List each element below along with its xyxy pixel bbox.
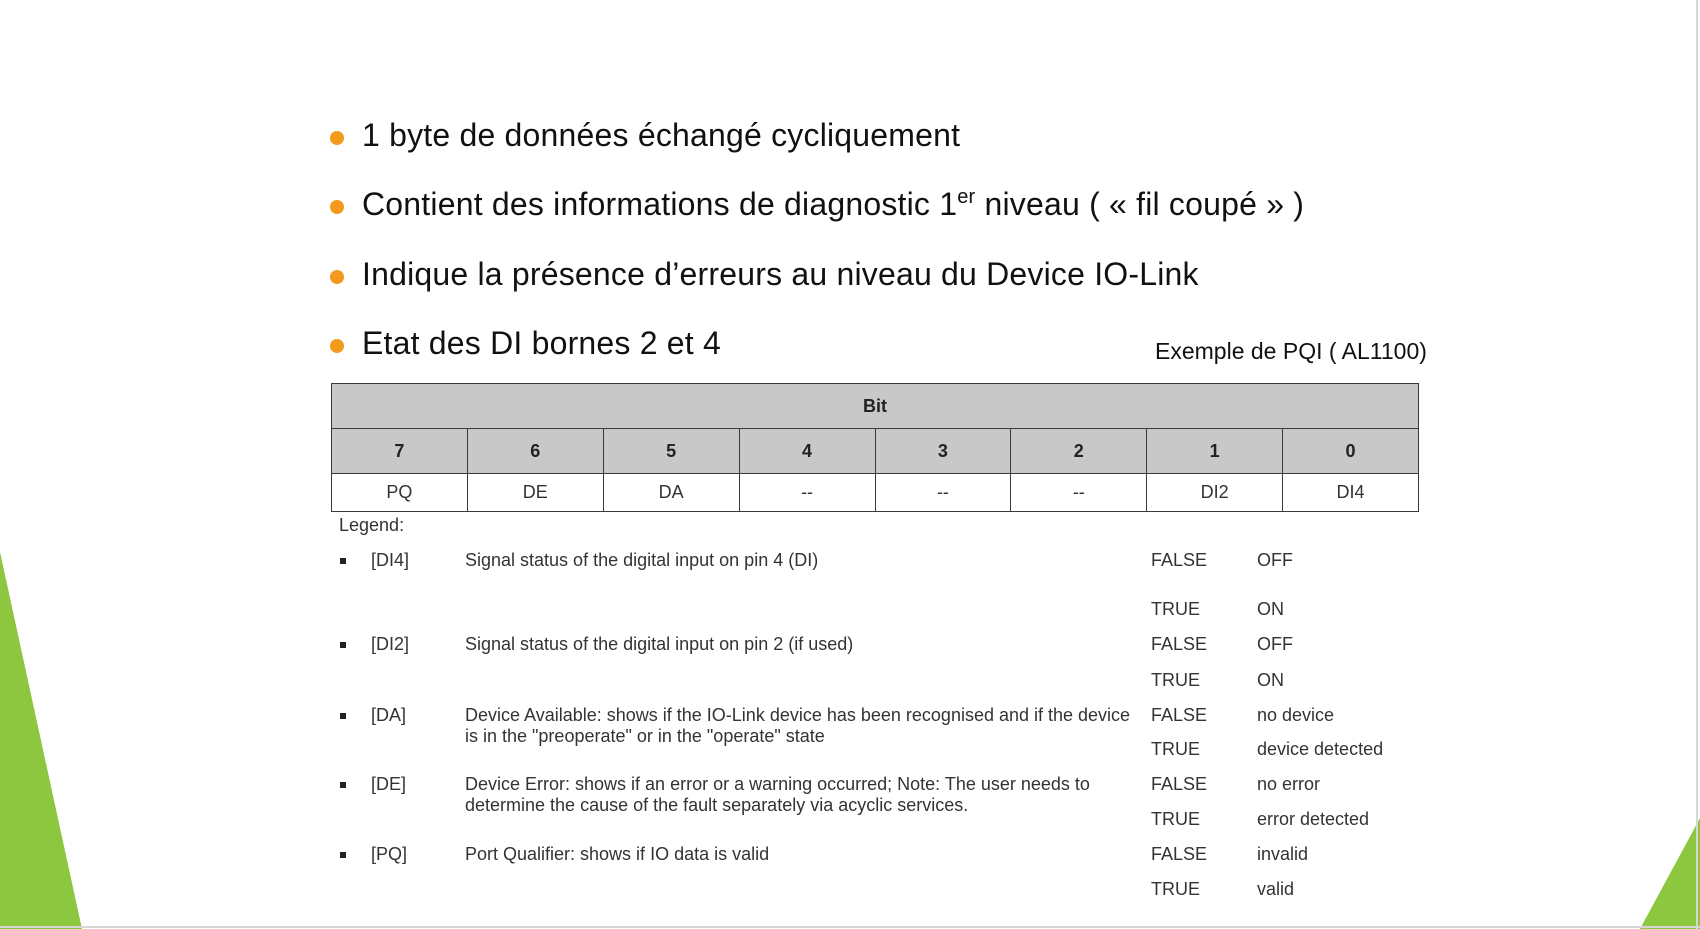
legend-value: valid — [1257, 879, 1295, 899]
legend-description: Signal status of the digital input on pin 2 (if used) — [465, 634, 854, 654]
legend-value: no error — [1257, 774, 1321, 794]
bullet-dot — [330, 131, 344, 145]
bit-signal: DI2 — [1147, 474, 1283, 512]
legend-value: error detected — [1257, 809, 1370, 829]
bullet-text: 1 byte de données échangé cycliquement — [362, 116, 961, 153]
bit-signal: -- — [1011, 474, 1147, 512]
bullet-dot — [330, 270, 344, 284]
bit-number: 3 — [875, 429, 1011, 474]
legend-code: [DI4] — [371, 550, 410, 570]
legend-title: Legend: — [339, 515, 405, 535]
bit-signal: PQ — [332, 474, 468, 512]
legend-value: OFF — [1257, 550, 1293, 570]
legend-code: [DE] — [371, 774, 407, 794]
bit-signal: DE — [467, 474, 603, 512]
bit-table — [331, 383, 1419, 512]
bit-number: 1 — [1147, 429, 1283, 474]
green-triangle-left — [0, 552, 82, 929]
legend-state: TRUE — [1151, 670, 1200, 690]
legend-code: [PQ] — [371, 844, 408, 864]
bit-number: 0 — [1283, 429, 1419, 474]
bullet-dot — [330, 339, 344, 353]
legend-value: ON — [1257, 599, 1284, 619]
legend-bullet — [340, 642, 346, 648]
legend-state: TRUE — [1151, 809, 1200, 829]
legend-bullet — [340, 852, 346, 858]
bullet-item — [330, 110, 960, 160]
bit-signal: -- — [875, 474, 1011, 512]
legend-bullet — [340, 558, 346, 564]
bit-signal: -- — [739, 474, 875, 512]
bit-number: 2 — [1011, 429, 1147, 474]
legend-state: TRUE — [1151, 739, 1200, 759]
legend-code: [DA] — [371, 705, 407, 725]
legend-state: TRUE — [1151, 879, 1200, 899]
legend-value: no device — [1257, 705, 1335, 725]
bit-number: 7 — [332, 429, 468, 474]
legend-value: ON — [1257, 670, 1284, 690]
legend-description: Signal status of the digital input on pin 4 (DI) — [465, 550, 819, 570]
example-caption: Exemple de PQI ( AL1100) — [1155, 338, 1427, 364]
legend-value: invalid — [1257, 844, 1309, 864]
legend-state: TRUE — [1151, 599, 1200, 619]
legend-value: OFF — [1257, 634, 1293, 654]
green-triangle-right — [1640, 818, 1700, 929]
bit-number: 5 — [603, 429, 739, 474]
legend-description: Device Available: shows if the IO-Link device has been recognised and if the device is in the "preoperate" or in the "operate" state — [465, 705, 1131, 746]
legend-state: FALSE — [1151, 634, 1208, 654]
bit-header: Bit — [332, 384, 1419, 429]
bullet-text: Etat des DI bornes 2 et 4 — [362, 324, 721, 361]
legend-bullet — [340, 713, 346, 719]
legend-code: [DI2] — [371, 634, 410, 654]
superscript: er — [957, 185, 976, 208]
legend-description: Device Error: shows if an error or a warning occurred; Note: The user needs to determine the cause of the fault separately via acyclic services. — [465, 774, 1090, 815]
bullet-item — [330, 179, 1304, 229]
legend-bullet — [340, 782, 346, 788]
bit-number: 4 — [739, 429, 875, 474]
legend-state: FALSE — [1151, 550, 1208, 570]
bit-signal: DA — [603, 474, 739, 512]
bullet-text: Contient des informations de diagnostic 1er niveau ( « fil coupé » ) — [362, 185, 1305, 222]
legend-state: FALSE — [1151, 844, 1208, 864]
legend-value: device detected — [1257, 739, 1384, 759]
legend-state: FALSE — [1151, 705, 1208, 725]
legend-description: Port Qualifier: shows if IO data is valid — [465, 844, 770, 864]
bullet-dot — [330, 200, 344, 214]
legend-state: FALSE — [1151, 774, 1208, 794]
bit-number: 6 — [467, 429, 603, 474]
bullet-item — [330, 249, 1199, 299]
bullet-item — [330, 318, 721, 368]
bit-signal: DI4 — [1283, 474, 1419, 512]
bullet-text: Indique la présence d’erreurs au niveau du Device IO-Link — [362, 255, 1199, 292]
